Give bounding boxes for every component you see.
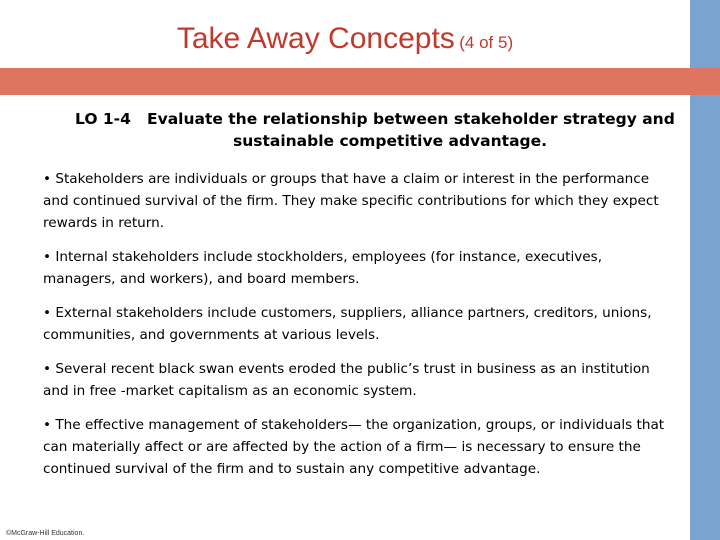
bullet-item: • External stakeholders include customers, suppliers, alliance partners, creditors, unions, communities, and governments at various levels. xyxy=(43,305,652,343)
learning-objective xyxy=(75,108,675,152)
slide-title-sub: (4 of 5) xyxy=(459,33,514,52)
bullet-item: • Internal stakeholders include stockholders, employees (for instance, executives, managers, and workers), and board members. xyxy=(43,249,603,287)
bullet-item: • Several recent black swan events eroded the public’s trust in business as an institution and in free -market capitalism as an economic system. xyxy=(43,361,650,399)
bullet-item: • The effective management of stakeholders— the organization, groups, or individuals that can materially affect or are affected by the action of a firm— is necessary to ensure the continued survival of the firm and to sustain any competitive advantage. xyxy=(43,417,665,477)
bullet-item: • Stakeholders are individuals or groups that have a claim or interest in the performance and continued survival of the firm. They make specific contributions for which they expect rewards in return. xyxy=(43,171,659,231)
title-bar-notch xyxy=(690,68,720,95)
lo-code: LO 1-4 xyxy=(75,110,131,128)
bullet-list xyxy=(43,168,673,492)
copyright-footer: ©McGraw-Hill Education. xyxy=(6,530,85,537)
slide-title xyxy=(0,22,690,56)
lo-text-line1: Evaluate the relationship between stakeholder strategy and xyxy=(147,110,675,128)
lo-text-line2: sustainable competitive advantage. xyxy=(232,132,548,150)
title-underline-bar xyxy=(0,68,690,95)
slide-title-main: Take Away Concepts xyxy=(176,22,455,55)
